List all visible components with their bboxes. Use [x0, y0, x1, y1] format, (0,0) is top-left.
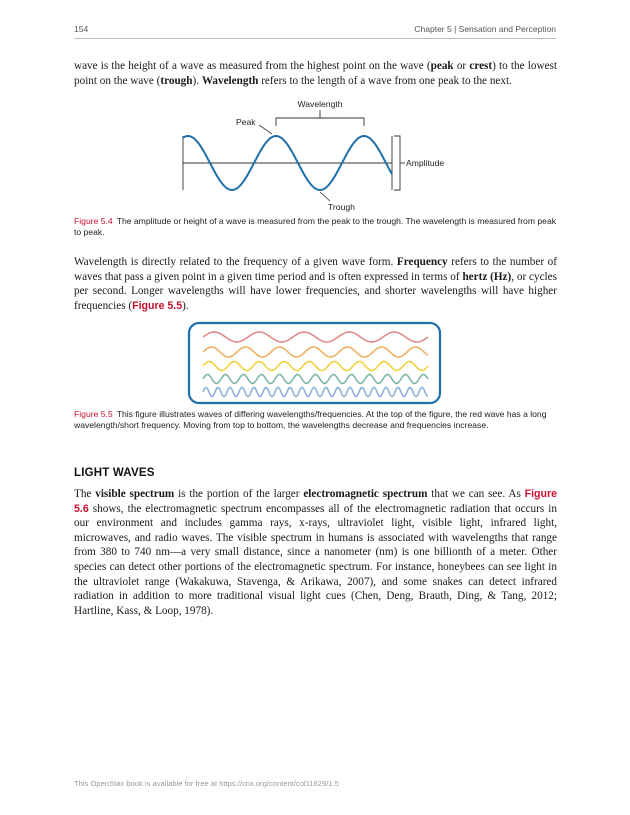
figure-5-6-link[interactable]: Figure 5.6 — [74, 488, 557, 515]
trough-leader-line — [320, 192, 330, 201]
wave-blue — [203, 388, 428, 397]
frequency-paragraph — [74, 255, 557, 313]
chapter-title: Chapter 5 | Sensation and Perception — [414, 24, 556, 34]
para3-text-2: is the portion of the larger — [174, 488, 304, 500]
page-number: 154 — [74, 24, 89, 34]
para2-text-2: refers to the number of waves that pass a given point in a given time period and is often expressed in terms of — [74, 256, 557, 283]
figure-5-4-caption — [74, 216, 557, 238]
term-visible-spectrum: visible spectrum — [95, 488, 175, 500]
intro-paragraph — [74, 59, 557, 88]
peak-leader-line — [259, 125, 272, 134]
wavelength-bracket — [276, 118, 364, 126]
term-electromagnetic-spectrum: electromagnetic spectrum — [303, 488, 428, 500]
caption-text: This figure illustrates waves of differing wavelengths/frequencies. At the top of the figure, the red wave has a long wavelength/short frequency. Moving from top to bottom, the wavelengths decrease and frequencies increase. — [74, 409, 547, 431]
trough-label: Trough — [328, 202, 355, 212]
para2-text-4: ). — [182, 299, 189, 312]
intro-text-4: ). — [192, 74, 202, 87]
term-peak: peak — [430, 60, 454, 72]
para3-text-3: that we can see. As — [427, 488, 525, 500]
term-wavelength: Wavelength — [201, 74, 259, 87]
caption-text: The amplitude or height of a wave is measured from the peak to the trough. The wavelength is measured from peak to peak. — [74, 216, 557, 238]
figure-5-4-wave-diagram — [0, 96, 630, 216]
amplitude-bracket — [394, 136, 400, 190]
caption-label: Figure 5.4 — [74, 216, 113, 226]
para2-text-1: Wavelength is directly related to the frequency of a given wave form. — [74, 256, 397, 268]
para3-text-1: The — [74, 488, 96, 500]
wave-red — [203, 332, 428, 342]
intro-text-3: ) to the lowest point on the wave ( — [74, 60, 557, 87]
intro-text-1: wave is the height of a wave as measured from the highest point on the wave ( — [74, 60, 431, 72]
intro-text-2: or — [453, 60, 470, 72]
amplitude-label: Amplitude — [406, 158, 445, 168]
figure-5-5-link[interactable]: Figure 5.5 — [132, 299, 183, 312]
para2-text-3: , or cycles per second. Longer wavelengths will have lower frequencies, and shorter wavelengths will have higher frequencies ( — [74, 270, 557, 312]
caption-label: Figure 5.5 — [74, 409, 113, 419]
page-footer: This OpenStax book is available for free at https://cnx.org/content/col11629/1.5 — [74, 779, 339, 788]
figure-5-5-caption — [74, 409, 557, 431]
wave-yellow — [203, 362, 428, 371]
section-heading: LIGHT WAVES — [74, 467, 155, 479]
wavelength-label: Wavelength — [297, 99, 343, 109]
intro-text-5: refers to the length of a wave from one peak to the next. — [258, 74, 512, 87]
term-frequency: Frequency — [396, 256, 448, 268]
wave-green — [203, 375, 428, 384]
light-waves-paragraph — [74, 487, 557, 618]
term-hertz: hertz (Hz) — [462, 270, 512, 283]
term-crest: crest — [469, 60, 493, 72]
figure-5-5-frequency-waves — [0, 320, 630, 410]
term-trough: trough — [160, 74, 193, 87]
page-header — [74, 24, 556, 38]
wave-orange — [203, 347, 428, 357]
peak-label: Peak — [236, 117, 256, 127]
para3-text-4: shows, the electromagnetic spectrum encompasses all of the electromagnetic radiation that occurs in our environment and includes gamma rays, x-rays, ultraviolet light, visible light, infrared light, microwaves, and radio waves. The visible spectrum in humans is associated with wavelengths that range from 380 to 740 nm—a very small distance, since a nanometer (nm) is one billionth of a meter. Other species can detect other portions of the electromagnetic spectrum. For instance, honeybees can see light in the ultraviolet range (Wakakuwa, Stavenga, & Arikawa, 2007), and some snakes can detect infrared radiation in addition to more traditional visual light cues (Chen, Deng, Brauth, Ding, & Tang, 2012; Hartline, Kass, & Loop, 1978). — [74, 502, 557, 617]
header-divider — [74, 38, 556, 39]
